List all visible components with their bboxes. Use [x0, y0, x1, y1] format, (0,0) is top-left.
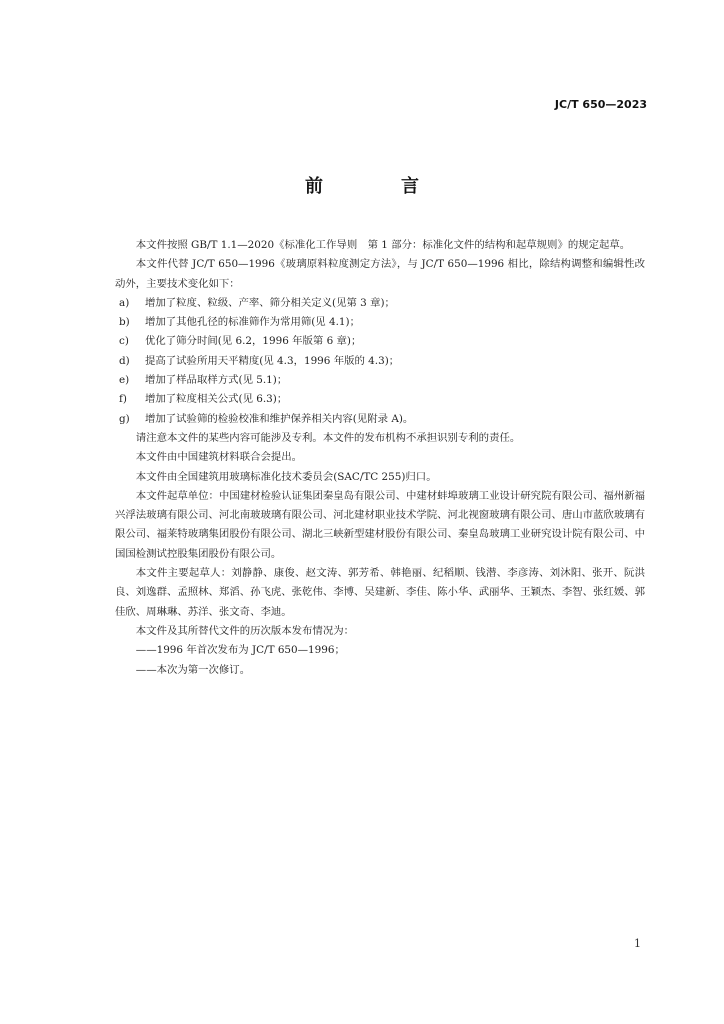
list-marker: d) [119, 354, 130, 367]
list-text: 增加了其他孔径的标准筛作为常用筛(见 4.1)； [145, 316, 360, 329]
list-item [115, 313, 645, 332]
paragraph-patent-notice: 请注意本文件的某些内容可能涉及专利。本文件的发布机构不承担识别专利的责任。 [135, 431, 521, 444]
history-item: ——1996 年首次发布为 JC/T 650—1996； [135, 644, 345, 657]
list-text: 增加了粒度、粒级、产率、筛分相关定义(见第 3 章)； [145, 296, 395, 309]
paragraph-replacement: 本文件代替 JC/T 650—1996《玻璃原料粒度测定方法》，与 JC/T 650—1996 相比，除结构调整和编辑性改动外，主要技术变化如下： [115, 258, 645, 290]
paragraph-version-history: 本文件及其所替代文件的历次版本发布情况为： [135, 624, 354, 637]
paragraph-managed-by: 本文件由全国建筑用玻璃标准化技术委员会(SAC/TC 255)归口。 [135, 470, 437, 483]
paragraph-drafters: 本文件主要起草人：刘静静、康俊、赵文涛、郭芳希、韩艳丽、纪稻顺、钱潜、李彦涛、刘沐阳、张开、阮洪良、刘逸群、孟照林、郑滔、孙飞虎、张乾伟、李博、吴建新、李佳、陈小华、武丽华、王颖杰、李智、张红媛、郭佳欣、周琳琳、苏洋、张文奇、李迪。 [115, 567, 645, 618]
list-marker: e) [119, 374, 130, 387]
list-text: 增加了试验筛的检验校准和维护保养相关内容(见附录 A)。 [145, 412, 414, 425]
paragraph-drafting-basis: 本文件按照 GB/T 1.1—2020《标准化工作导则 第 1 部分：标准化文件的结构和起草规则》的规定起草。 [135, 239, 631, 251]
list-marker: g) [119, 412, 130, 425]
page-title: 前 言 [305, 176, 449, 197]
list-marker: c) [119, 335, 129, 348]
list-item [115, 371, 645, 390]
paragraph-proposed-by: 本文件由中国建筑材料联合会提出。 [135, 451, 303, 464]
list-text: 提高了试验所用天平精度(见 4.3，1996 年版的 4.3)； [145, 354, 400, 367]
foreword-body [115, 236, 645, 680]
list-text: 优化了筛分时间(见 6.2，1996 年版第 6 章)； [145, 335, 362, 348]
document-code: JC/T 650—2023 [554, 98, 647, 111]
list-text: 增加了粒度相关公式(见 6.3)； [145, 393, 288, 406]
paragraph-drafting-units: 本文件起草单位：中国建材检验认证集团秦皇岛有限公司、中建材蚌埠玻璃工业设计研究院有限公司、福州新福兴浮法玻璃有限公司、河北南玻玻璃有限公司、河北建材职业技术学院、河北视窗玻璃有限公司、唐山市蓝欣玻璃有限公司、福莱特玻璃集团股份有限公司、湖北三峡新型建材股份有限公司、秦皇岛玻璃工业研究设计院有限公司、中国国检测试控股集团股份有限公司。 [115, 489, 645, 560]
list-item [115, 294, 645, 313]
list-item [115, 410, 645, 429]
list-item [115, 332, 645, 351]
list-item [115, 390, 645, 409]
list-marker: a) [119, 296, 130, 309]
list-marker: f) [119, 393, 127, 406]
list-marker: b) [119, 316, 130, 329]
list-item [115, 352, 645, 371]
page-number: 1 [634, 937, 641, 950]
history-item: ——本次为第一次修订。 [135, 663, 251, 676]
list-text: 增加了样品取样方式(见 5.1)； [145, 374, 288, 387]
